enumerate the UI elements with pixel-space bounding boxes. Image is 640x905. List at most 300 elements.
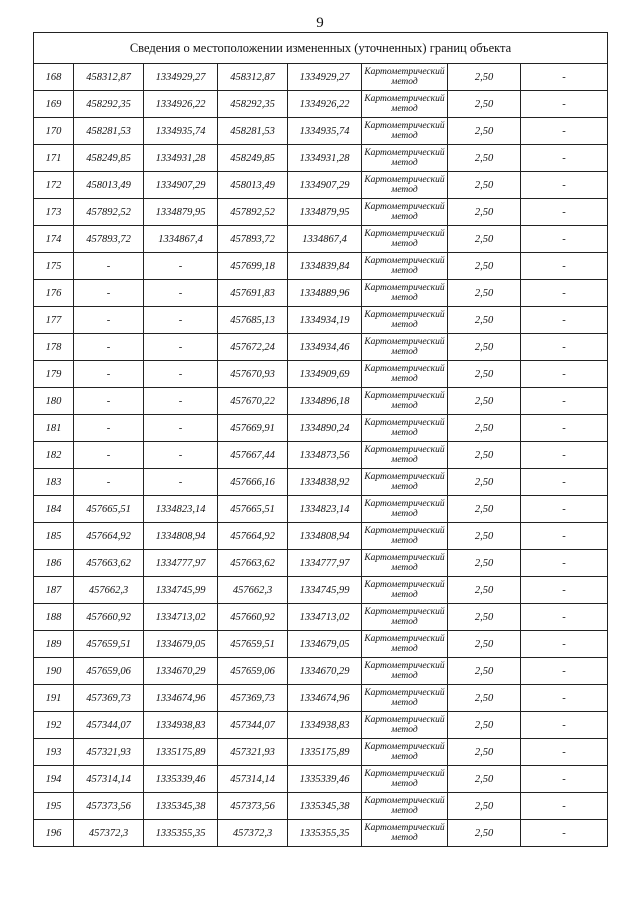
x-updated-cell: 457344,07 bbox=[218, 712, 288, 739]
x-existing-cell: - bbox=[74, 469, 144, 496]
table-row bbox=[34, 172, 608, 199]
y-existing-cell: 1335355,35 bbox=[144, 820, 218, 847]
y-updated-cell: 1334889,96 bbox=[288, 280, 362, 307]
table-row bbox=[34, 523, 608, 550]
point-number-cell: 171 bbox=[34, 145, 74, 172]
note-cell: - bbox=[521, 199, 608, 226]
method-cell bbox=[362, 523, 448, 550]
y-existing-cell: 1334777,97 bbox=[144, 550, 218, 577]
table-row bbox=[34, 253, 608, 280]
method-cell bbox=[362, 388, 448, 415]
note-cell: - bbox=[521, 766, 608, 793]
note-cell: - bbox=[521, 388, 608, 415]
point-number-cell: 190 bbox=[34, 658, 74, 685]
x-updated-cell: 457685,13 bbox=[218, 307, 288, 334]
note-cell: - bbox=[521, 658, 608, 685]
y-updated-cell: 1334745,99 bbox=[288, 577, 362, 604]
x-existing-cell: - bbox=[74, 334, 144, 361]
accuracy-cell: 2,50 bbox=[448, 739, 521, 766]
note-cell: - bbox=[521, 145, 608, 172]
accuracy-cell: 2,50 bbox=[448, 577, 521, 604]
method-cell bbox=[362, 658, 448, 685]
note-cell: - bbox=[521, 118, 608, 145]
method-line-2: метод bbox=[391, 536, 418, 546]
method-line-2: метод bbox=[391, 644, 418, 654]
y-existing-cell: 1334907,29 bbox=[144, 172, 218, 199]
table-row bbox=[34, 280, 608, 307]
x-existing-cell: 458292,35 bbox=[74, 91, 144, 118]
method-line-2: метод bbox=[391, 212, 418, 222]
method-line-1: Картометрический bbox=[364, 688, 445, 698]
table-row bbox=[34, 361, 608, 388]
y-updated-cell: 1334713,02 bbox=[288, 604, 362, 631]
x-updated-cell: 457659,06 bbox=[218, 658, 288, 685]
y-existing-cell: 1334867,4 bbox=[144, 226, 218, 253]
y-existing-cell: - bbox=[144, 361, 218, 388]
x-updated-cell: 457369,73 bbox=[218, 685, 288, 712]
x-updated-cell: 457321,93 bbox=[218, 739, 288, 766]
x-existing-cell: - bbox=[74, 442, 144, 469]
method-line-2: метод bbox=[391, 158, 418, 168]
method-line-2: метод bbox=[391, 293, 418, 303]
method-cell bbox=[362, 469, 448, 496]
method-line-1: Картометрический bbox=[364, 742, 445, 752]
accuracy-cell: 2,50 bbox=[448, 766, 521, 793]
table-title: Сведения о местоположении измененных (уточненных) границ объекта bbox=[34, 33, 608, 64]
point-number-cell: 173 bbox=[34, 199, 74, 226]
point-number-cell: 177 bbox=[34, 307, 74, 334]
y-updated-cell: 1334934,46 bbox=[288, 334, 362, 361]
method-line-1: Картометрический bbox=[364, 526, 445, 536]
note-cell: - bbox=[521, 442, 608, 469]
y-existing-cell: - bbox=[144, 334, 218, 361]
note-cell: - bbox=[521, 820, 608, 847]
x-existing-cell: 457344,07 bbox=[74, 712, 144, 739]
x-existing-cell: 457665,51 bbox=[74, 496, 144, 523]
method-cell bbox=[362, 631, 448, 658]
x-updated-cell: 457660,92 bbox=[218, 604, 288, 631]
method-line-2: метод bbox=[391, 698, 418, 708]
x-existing-cell: 457369,73 bbox=[74, 685, 144, 712]
method-line-1: Картометрический bbox=[364, 94, 445, 104]
point-number-cell: 174 bbox=[34, 226, 74, 253]
x-existing-cell: - bbox=[74, 253, 144, 280]
note-cell: - bbox=[521, 685, 608, 712]
method-cell bbox=[362, 685, 448, 712]
accuracy-cell: 2,50 bbox=[448, 307, 521, 334]
note-cell: - bbox=[521, 91, 608, 118]
table-row bbox=[34, 442, 608, 469]
table-row bbox=[34, 550, 608, 577]
y-existing-cell: - bbox=[144, 388, 218, 415]
y-updated-cell: 1334907,29 bbox=[288, 172, 362, 199]
note-cell: - bbox=[521, 739, 608, 766]
point-number-cell: 178 bbox=[34, 334, 74, 361]
x-updated-cell: 457314,14 bbox=[218, 766, 288, 793]
method-line-2: метод bbox=[391, 266, 418, 276]
accuracy-cell: 2,50 bbox=[448, 226, 521, 253]
method-line-2: метод bbox=[391, 77, 418, 87]
method-line-2: метод bbox=[391, 563, 418, 573]
y-updated-cell: 1334931,28 bbox=[288, 145, 362, 172]
note-cell: - bbox=[521, 361, 608, 388]
table-row bbox=[34, 469, 608, 496]
x-updated-cell: 457893,72 bbox=[218, 226, 288, 253]
note-cell: - bbox=[521, 226, 608, 253]
table-row bbox=[34, 685, 608, 712]
table-row bbox=[34, 415, 608, 442]
note-cell: - bbox=[521, 172, 608, 199]
y-updated-cell: 1335175,89 bbox=[288, 739, 362, 766]
method-cell bbox=[362, 604, 448, 631]
method-line-2: метод bbox=[391, 617, 418, 627]
method-line-1: Картометрический bbox=[364, 364, 445, 374]
point-number-cell: 172 bbox=[34, 172, 74, 199]
table-body bbox=[34, 33, 608, 847]
x-existing-cell: - bbox=[74, 307, 144, 334]
point-number-cell: 181 bbox=[34, 415, 74, 442]
x-existing-cell: 457372,3 bbox=[74, 820, 144, 847]
table-row bbox=[34, 226, 608, 253]
point-number-cell: 186 bbox=[34, 550, 74, 577]
y-updated-cell: 1334679,05 bbox=[288, 631, 362, 658]
accuracy-cell: 2,50 bbox=[448, 604, 521, 631]
point-number-cell: 179 bbox=[34, 361, 74, 388]
point-number-cell: 180 bbox=[34, 388, 74, 415]
x-updated-cell: 457691,83 bbox=[218, 280, 288, 307]
table-row bbox=[34, 577, 608, 604]
method-line-2: метод bbox=[391, 752, 418, 762]
method-cell bbox=[362, 496, 448, 523]
y-existing-cell: 1334670,29 bbox=[144, 658, 218, 685]
y-existing-cell: 1335345,38 bbox=[144, 793, 218, 820]
note-cell: - bbox=[521, 523, 608, 550]
method-line-1: Картометрический bbox=[364, 769, 445, 779]
accuracy-cell: 2,50 bbox=[448, 469, 521, 496]
x-existing-cell: - bbox=[74, 280, 144, 307]
y-existing-cell: 1334745,99 bbox=[144, 577, 218, 604]
x-existing-cell: - bbox=[74, 388, 144, 415]
method-cell bbox=[362, 280, 448, 307]
y-existing-cell: - bbox=[144, 307, 218, 334]
x-updated-cell: 457672,24 bbox=[218, 334, 288, 361]
table-row bbox=[34, 334, 608, 361]
accuracy-cell: 2,50 bbox=[448, 415, 521, 442]
method-cell bbox=[362, 334, 448, 361]
x-updated-cell: 457664,92 bbox=[218, 523, 288, 550]
y-existing-cell: 1334808,94 bbox=[144, 523, 218, 550]
note-cell: - bbox=[521, 604, 608, 631]
x-updated-cell: 458292,35 bbox=[218, 91, 288, 118]
method-line-2: метод bbox=[391, 725, 418, 735]
y-updated-cell: 1334926,22 bbox=[288, 91, 362, 118]
y-updated-cell: 1334909,69 bbox=[288, 361, 362, 388]
method-line-1: Картометрический bbox=[364, 67, 445, 77]
y-existing-cell: 1335339,46 bbox=[144, 766, 218, 793]
method-line-2: метод bbox=[391, 401, 418, 411]
method-line-2: метод bbox=[391, 104, 418, 114]
table-row bbox=[34, 64, 608, 91]
method-line-2: метод bbox=[391, 482, 418, 492]
table-row bbox=[34, 145, 608, 172]
point-number-cell: 175 bbox=[34, 253, 74, 280]
y-existing-cell: 1334926,22 bbox=[144, 91, 218, 118]
method-line-1: Картометрический bbox=[364, 472, 445, 482]
method-cell bbox=[362, 793, 448, 820]
note-cell: - bbox=[521, 253, 608, 280]
y-updated-cell: 1334839,84 bbox=[288, 253, 362, 280]
table-row bbox=[34, 388, 608, 415]
x-updated-cell: 457667,44 bbox=[218, 442, 288, 469]
y-existing-cell: 1334823,14 bbox=[144, 496, 218, 523]
method-cell bbox=[362, 253, 448, 280]
method-line-1: Картометрический bbox=[364, 229, 445, 239]
table-row bbox=[34, 793, 608, 820]
y-updated-cell: 1334808,94 bbox=[288, 523, 362, 550]
method-line-1: Картометрический bbox=[364, 391, 445, 401]
method-cell bbox=[362, 172, 448, 199]
y-existing-cell: 1334879,95 bbox=[144, 199, 218, 226]
y-updated-cell: 1334867,4 bbox=[288, 226, 362, 253]
method-cell bbox=[362, 145, 448, 172]
table-row bbox=[34, 118, 608, 145]
x-existing-cell: 458249,85 bbox=[74, 145, 144, 172]
point-number-cell: 195 bbox=[34, 793, 74, 820]
y-updated-cell: 1334929,27 bbox=[288, 64, 362, 91]
method-line-1: Картометрический bbox=[364, 283, 445, 293]
x-updated-cell: 457659,51 bbox=[218, 631, 288, 658]
method-line-1: Картометрический bbox=[364, 445, 445, 455]
note-cell: - bbox=[521, 712, 608, 739]
point-number-cell: 185 bbox=[34, 523, 74, 550]
x-updated-cell: 458249,85 bbox=[218, 145, 288, 172]
y-existing-cell: 1335175,89 bbox=[144, 739, 218, 766]
method-line-1: Картометрический bbox=[364, 634, 445, 644]
method-cell bbox=[362, 415, 448, 442]
y-updated-cell: 1335345,38 bbox=[288, 793, 362, 820]
accuracy-cell: 2,50 bbox=[448, 64, 521, 91]
method-cell bbox=[362, 226, 448, 253]
x-updated-cell: 457666,16 bbox=[218, 469, 288, 496]
point-number-cell: 168 bbox=[34, 64, 74, 91]
note-cell: - bbox=[521, 415, 608, 442]
method-cell bbox=[362, 739, 448, 766]
x-updated-cell: 457699,18 bbox=[218, 253, 288, 280]
table-row bbox=[34, 91, 608, 118]
table-row bbox=[34, 658, 608, 685]
note-cell: - bbox=[521, 280, 608, 307]
x-updated-cell: 457663,62 bbox=[218, 550, 288, 577]
method-line-1: Картометрический bbox=[364, 337, 445, 347]
x-updated-cell: 457662,3 bbox=[218, 577, 288, 604]
accuracy-cell: 2,50 bbox=[448, 118, 521, 145]
accuracy-cell: 2,50 bbox=[448, 253, 521, 280]
y-updated-cell: 1334670,29 bbox=[288, 658, 362, 685]
x-existing-cell: 458281,53 bbox=[74, 118, 144, 145]
method-line-2: метод bbox=[391, 590, 418, 600]
method-line-1: Картометрический bbox=[364, 499, 445, 509]
accuracy-cell: 2,50 bbox=[448, 631, 521, 658]
page-number: 9 bbox=[316, 15, 324, 31]
method-line-2: метод bbox=[391, 347, 418, 357]
method-line-1: Картометрический bbox=[364, 148, 445, 158]
method-cell bbox=[362, 820, 448, 847]
method-cell bbox=[362, 361, 448, 388]
note-cell: - bbox=[521, 64, 608, 91]
y-existing-cell: - bbox=[144, 442, 218, 469]
method-line-1: Картометрический bbox=[364, 796, 445, 806]
y-updated-cell: 1334934,19 bbox=[288, 307, 362, 334]
accuracy-cell: 2,50 bbox=[448, 145, 521, 172]
y-updated-cell: 1335355,35 bbox=[288, 820, 362, 847]
method-line-2: метод bbox=[391, 131, 418, 141]
method-line-1: Картометрический bbox=[364, 202, 445, 212]
y-updated-cell: 1334896,18 bbox=[288, 388, 362, 415]
x-existing-cell: 457314,14 bbox=[74, 766, 144, 793]
accuracy-cell: 2,50 bbox=[448, 793, 521, 820]
method-line-1: Картометрический bbox=[364, 175, 445, 185]
x-updated-cell: 458281,53 bbox=[218, 118, 288, 145]
method-line-1: Картометрический bbox=[364, 418, 445, 428]
y-updated-cell: 1334873,56 bbox=[288, 442, 362, 469]
method-line-1: Картометрический bbox=[364, 310, 445, 320]
x-existing-cell: 457373,56 bbox=[74, 793, 144, 820]
y-existing-cell: - bbox=[144, 253, 218, 280]
x-existing-cell: - bbox=[74, 361, 144, 388]
method-line-1: Картометрический bbox=[364, 580, 445, 590]
x-updated-cell: 457892,52 bbox=[218, 199, 288, 226]
x-existing-cell: - bbox=[74, 415, 144, 442]
accuracy-cell: 2,50 bbox=[448, 442, 521, 469]
point-number-cell: 170 bbox=[34, 118, 74, 145]
y-existing-cell: 1334931,28 bbox=[144, 145, 218, 172]
x-existing-cell: 458312,87 bbox=[74, 64, 144, 91]
method-cell bbox=[362, 199, 448, 226]
accuracy-cell: 2,50 bbox=[448, 199, 521, 226]
method-cell bbox=[362, 766, 448, 793]
point-number-cell: 192 bbox=[34, 712, 74, 739]
x-existing-cell: 457892,52 bbox=[74, 199, 144, 226]
method-line-1: Картометрический bbox=[364, 121, 445, 131]
method-line-1: Картометрический bbox=[364, 823, 445, 833]
method-line-2: метод bbox=[391, 455, 418, 465]
accuracy-cell: 2,50 bbox=[448, 550, 521, 577]
y-existing-cell: 1334935,74 bbox=[144, 118, 218, 145]
y-existing-cell: - bbox=[144, 415, 218, 442]
x-existing-cell: 457659,51 bbox=[74, 631, 144, 658]
table-row bbox=[34, 496, 608, 523]
method-line-1: Картометрический bbox=[364, 661, 445, 671]
y-existing-cell: 1334929,27 bbox=[144, 64, 218, 91]
y-existing-cell: - bbox=[144, 469, 218, 496]
accuracy-cell: 2,50 bbox=[448, 388, 521, 415]
method-cell bbox=[362, 118, 448, 145]
y-existing-cell: 1334679,05 bbox=[144, 631, 218, 658]
y-updated-cell: 1334823,14 bbox=[288, 496, 362, 523]
accuracy-cell: 2,50 bbox=[448, 280, 521, 307]
accuracy-cell: 2,50 bbox=[448, 496, 521, 523]
y-updated-cell: 1334879,95 bbox=[288, 199, 362, 226]
table-row bbox=[34, 307, 608, 334]
accuracy-cell: 2,50 bbox=[448, 658, 521, 685]
x-updated-cell: 457669,91 bbox=[218, 415, 288, 442]
method-line-2: метод bbox=[391, 509, 418, 519]
y-updated-cell: 1334838,92 bbox=[288, 469, 362, 496]
note-cell: - bbox=[521, 577, 608, 604]
method-line-1: Картометрический bbox=[364, 553, 445, 563]
accuracy-cell: 2,50 bbox=[448, 361, 521, 388]
table-row bbox=[34, 739, 608, 766]
method-cell bbox=[362, 712, 448, 739]
x-updated-cell: 457670,22 bbox=[218, 388, 288, 415]
x-existing-cell: 457664,92 bbox=[74, 523, 144, 550]
table-row bbox=[34, 631, 608, 658]
method-line-2: метод bbox=[391, 428, 418, 438]
point-number-cell: 194 bbox=[34, 766, 74, 793]
note-cell: - bbox=[521, 631, 608, 658]
note-cell: - bbox=[521, 307, 608, 334]
method-line-1: Картометрический bbox=[364, 715, 445, 725]
method-line-2: метод bbox=[391, 779, 418, 789]
y-existing-cell: 1334674,96 bbox=[144, 685, 218, 712]
point-number-cell: 176 bbox=[34, 280, 74, 307]
x-existing-cell: 458013,49 bbox=[74, 172, 144, 199]
x-updated-cell: 458013,49 bbox=[218, 172, 288, 199]
x-updated-cell: 458312,87 bbox=[218, 64, 288, 91]
method-cell bbox=[362, 91, 448, 118]
method-cell bbox=[362, 307, 448, 334]
x-existing-cell: 457663,62 bbox=[74, 550, 144, 577]
method-line-2: метод bbox=[391, 671, 418, 681]
y-updated-cell: 1334890,24 bbox=[288, 415, 362, 442]
method-line-2: метод bbox=[391, 320, 418, 330]
point-number-cell: 187 bbox=[34, 577, 74, 604]
accuracy-cell: 2,50 bbox=[448, 523, 521, 550]
table-row bbox=[34, 820, 608, 847]
y-existing-cell: 1334938,83 bbox=[144, 712, 218, 739]
x-existing-cell: 457659,06 bbox=[74, 658, 144, 685]
accuracy-cell: 2,50 bbox=[448, 685, 521, 712]
method-line-1: Картометрический bbox=[364, 256, 445, 266]
point-number-cell: 196 bbox=[34, 820, 74, 847]
note-cell: - bbox=[521, 334, 608, 361]
x-existing-cell: 457660,92 bbox=[74, 604, 144, 631]
method-line-2: метод bbox=[391, 806, 418, 816]
point-number-cell: 183 bbox=[34, 469, 74, 496]
note-cell: - bbox=[521, 550, 608, 577]
method-line-1: Картометрический bbox=[364, 607, 445, 617]
accuracy-cell: 2,50 bbox=[448, 820, 521, 847]
y-existing-cell: - bbox=[144, 280, 218, 307]
point-number-cell: 188 bbox=[34, 604, 74, 631]
accuracy-cell: 2,50 bbox=[448, 172, 521, 199]
table-header-row bbox=[34, 33, 608, 64]
y-updated-cell: 1334777,97 bbox=[288, 550, 362, 577]
method-line-2: метод bbox=[391, 239, 418, 249]
y-existing-cell: 1334713,02 bbox=[144, 604, 218, 631]
x-existing-cell: 457321,93 bbox=[74, 739, 144, 766]
y-updated-cell: 1334938,83 bbox=[288, 712, 362, 739]
point-number-cell: 182 bbox=[34, 442, 74, 469]
y-updated-cell: 1335339,46 bbox=[288, 766, 362, 793]
note-cell: - bbox=[521, 793, 608, 820]
x-updated-cell: 457373,56 bbox=[218, 793, 288, 820]
point-number-cell: 193 bbox=[34, 739, 74, 766]
method-line-2: метод bbox=[391, 185, 418, 195]
note-cell: - bbox=[521, 469, 608, 496]
point-number-cell: 169 bbox=[34, 91, 74, 118]
y-updated-cell: 1334674,96 bbox=[288, 685, 362, 712]
